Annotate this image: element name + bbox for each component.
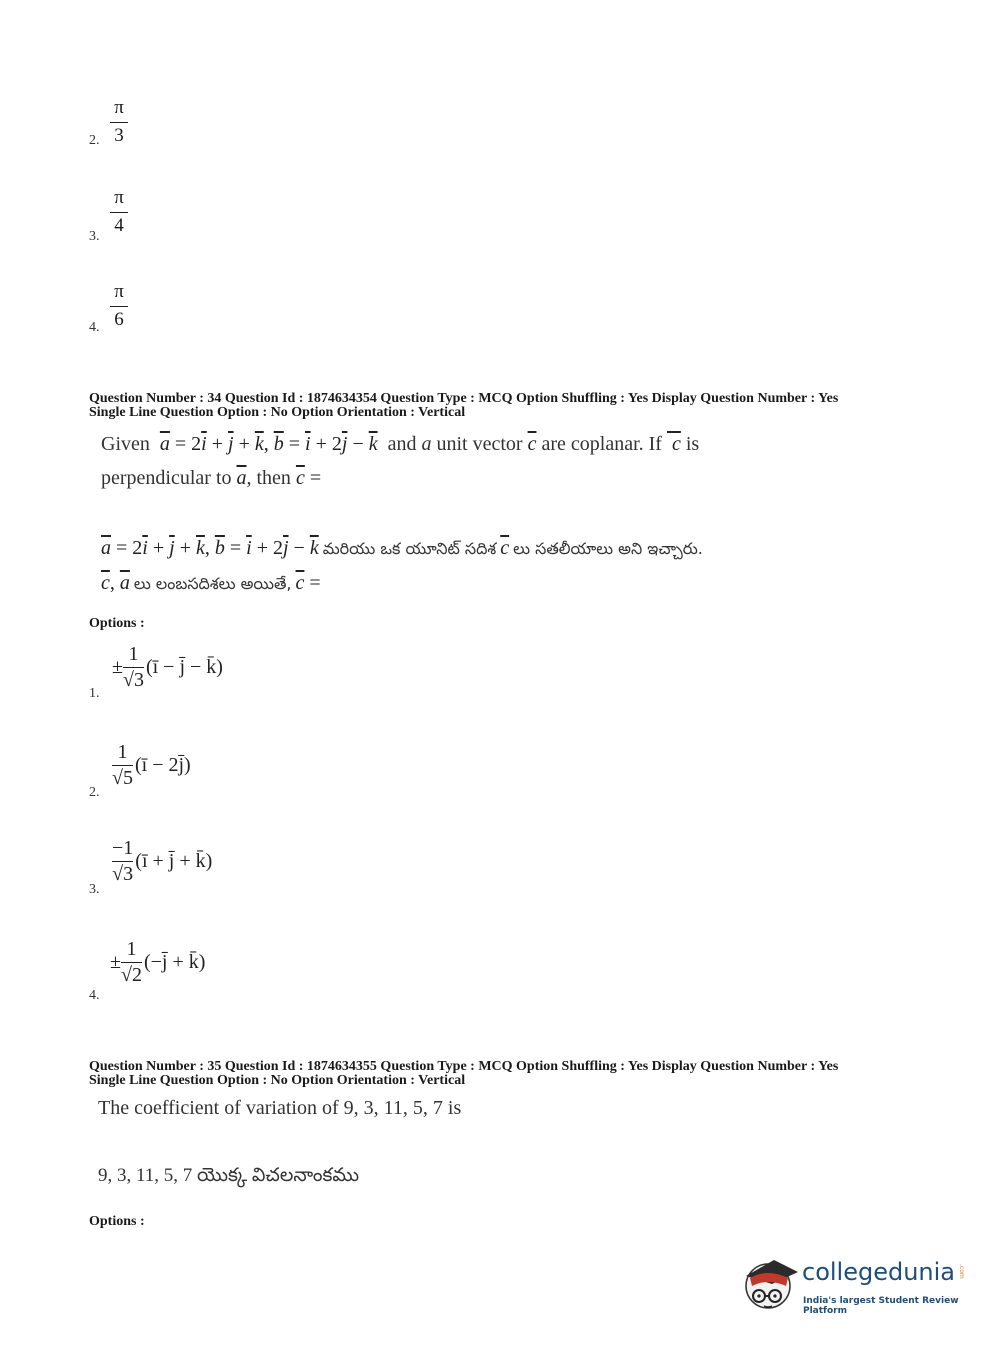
text-and: and bbox=[387, 433, 417, 455]
option-number: 4. bbox=[89, 988, 100, 1003]
telugu-text: లు సతలీయాలు అని ఇచ్చారు. bbox=[513, 539, 703, 558]
text-perpendicular: perpendicular to bbox=[101, 467, 232, 489]
fraction-numerator: −1 bbox=[112, 837, 134, 859]
fraction-numerator: π bbox=[114, 281, 124, 302]
fraction-bar bbox=[110, 212, 128, 213]
q35-options-label: Options : bbox=[89, 1214, 145, 1229]
fraction-numerator: 1 bbox=[117, 741, 128, 763]
telugu-text: లు లంబసదిశలు అయితే, bbox=[133, 574, 292, 593]
option-number: 2. bbox=[89, 133, 100, 148]
q35-meta-line-1: Question Number : 35 Question Id : 1874634355 Question Type : MCQ Option Shuffling : Yes Display Question Number : Yes bbox=[89, 1059, 839, 1074]
option-expression: (ī − j̄ − k̄) bbox=[145, 655, 223, 678]
text-given: Given bbox=[101, 433, 150, 455]
q34-english-line-2: perpendicular to $\overline{a}$, then $\overline{c}$ = bbox=[101, 467, 322, 489]
option-number: 2. bbox=[89, 785, 100, 800]
q35-english-text: The coefficient of variation of 9, 3, 11, 5, 7 is bbox=[98, 1097, 462, 1119]
fraction-numerator: 1 bbox=[126, 938, 137, 960]
fraction-bar bbox=[110, 306, 128, 307]
fraction-denominator: 6 bbox=[114, 309, 124, 330]
logo-wordmark: collegedunia bbox=[802, 1258, 956, 1286]
option-number: 4. bbox=[89, 320, 100, 335]
fraction-numerator: π bbox=[114, 97, 124, 118]
q34-option-3[interactable] bbox=[112, 838, 212, 884]
text-a: a bbox=[421, 433, 432, 455]
fraction-denominator: √3 bbox=[122, 669, 144, 691]
fraction bbox=[110, 188, 128, 236]
q34-option-1[interactable] bbox=[112, 644, 223, 690]
q34-meta-line-2: Single Line Question Option : No Option Orientation : Vertical bbox=[89, 405, 466, 420]
option-expression: (−j̄ + k̄) bbox=[143, 950, 206, 973]
fraction-numerator: 1 bbox=[128, 643, 139, 665]
telugu-text: మరియు ఒక యూనిట్ సదిశ bbox=[322, 539, 497, 558]
option-number: 3. bbox=[89, 882, 100, 897]
logo-com: .com bbox=[958, 1264, 965, 1279]
fraction-denominator: √2 bbox=[120, 964, 142, 986]
fraction-bar bbox=[110, 122, 128, 123]
q35-meta-line-2: Single Line Question Option : No Option Orientation : Vertical bbox=[89, 1073, 466, 1088]
mascot-icon bbox=[740, 1250, 800, 1316]
fraction bbox=[110, 282, 128, 330]
fraction-denominator: √5 bbox=[112, 767, 133, 789]
text-then: , then bbox=[246, 467, 291, 489]
fraction-denominator: √3 bbox=[112, 863, 134, 885]
fraction bbox=[110, 98, 128, 146]
logo-tagline: India's largest Student Review Platform bbox=[803, 1296, 959, 1316]
option-number: 1. bbox=[89, 686, 100, 701]
plus-minus: ± bbox=[112, 655, 123, 678]
fraction-denominator: 3 bbox=[114, 125, 124, 146]
q34-meta-line-1: Question Number : 34 Question Id : 1874634354 Question Type : MCQ Option Shuffling : Yes Display Question Number : Yes bbox=[89, 391, 839, 406]
q34-telugu-line-2: $\overline{c}$, $\overline{a}$ లు లంబసదిశలు అయితే, $\overline{c}$ = bbox=[101, 572, 321, 594]
option-expression: (ī − 2j̄) bbox=[134, 753, 191, 776]
plus-minus: ± bbox=[110, 950, 121, 973]
text-unit-vector: unit vector bbox=[436, 433, 523, 455]
q34-options-label: Options : bbox=[89, 616, 145, 631]
q34-option-4[interactable] bbox=[110, 939, 205, 985]
fraction-denominator: 4 bbox=[114, 215, 124, 236]
collegedunia-logo bbox=[740, 1250, 970, 1320]
q34-telugu-line-1: $\overline{a} = 2\overline{i} + \overline{j} + \overline{k}$, $\overline{b} = \overline{i} + 2\overline{j} - \overline{k}$ మరియు ఒక యూనిట్ సదిశ $\overline{c}$ లు సతలీయాలు అని ఇచ్చారు. bbox=[101, 537, 703, 559]
q34-english-line-1: Given $\overline{a} = 2\overline{i} + \overline{j} + \overline{k}$, $\overline{b} = \overline{i} + 2\overline{j} - \overline{k}$ and a unit vector $\overline{c}$ are coplanar. If c is bbox=[101, 433, 700, 455]
option-expression: (ī + j̄ + k̄) bbox=[135, 849, 213, 872]
text-is: is bbox=[685, 433, 700, 455]
text-coplanar: are coplanar. If bbox=[541, 433, 662, 455]
option-number: 3. bbox=[89, 229, 100, 244]
q35-telugu-text: 9, 3, 11, 5, 7 యొక్క విచలనాంకము bbox=[98, 1165, 360, 1186]
fraction-numerator: π bbox=[114, 187, 124, 208]
q34-option-2[interactable] bbox=[112, 742, 191, 788]
